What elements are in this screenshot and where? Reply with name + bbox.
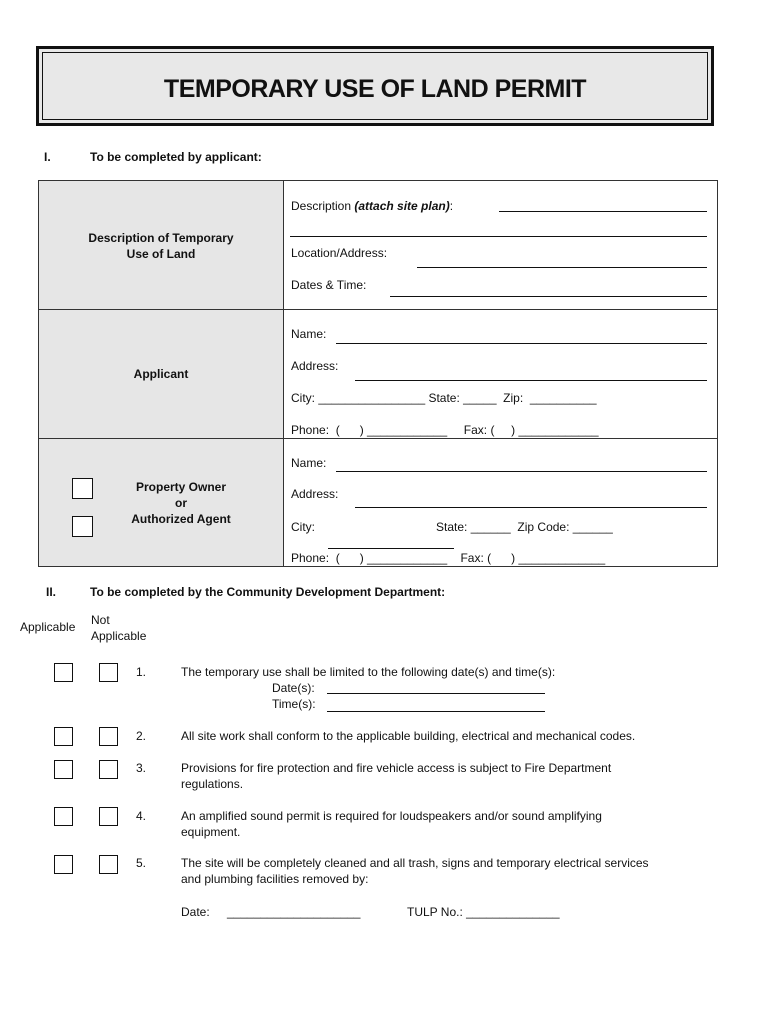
item-1-dates-input-line[interactable] bbox=[327, 693, 545, 694]
applicant-label: Applicant bbox=[133, 367, 189, 381]
item-1-text: The temporary use shall be limited to the following date(s) and time(s): bbox=[181, 665, 556, 679]
description-field-label: Description (attach site plan): bbox=[291, 199, 454, 213]
item-2-applicable-checkbox[interactable] bbox=[54, 727, 73, 746]
item-1-number: 1. bbox=[136, 665, 147, 679]
owner-label-cell bbox=[39, 439, 284, 566]
description-label-cell bbox=[39, 181, 284, 309]
section-2-title: To be completed by the Community Development Department: bbox=[90, 585, 446, 599]
item-1-not-applicable-checkbox[interactable] bbox=[99, 663, 118, 682]
item-5-applicable-checkbox[interactable] bbox=[54, 855, 73, 874]
item-1-dates-label: Date(s): bbox=[272, 681, 315, 695]
owner-name-input-line[interactable] bbox=[336, 471, 707, 472]
item-3-number: 3. bbox=[136, 761, 147, 775]
item-3-text-line1: Provisions for fire protection and fire vehicle access is subject to Fire Department bbox=[181, 761, 612, 775]
or-label: or bbox=[175, 496, 187, 510]
item-4-not-applicable-checkbox[interactable] bbox=[99, 807, 118, 826]
description-row bbox=[39, 181, 717, 310]
owner-name-label: Name: bbox=[291, 456, 327, 470]
section-2-number: II. bbox=[46, 585, 57, 599]
section-1-title: To be completed by applicant: bbox=[90, 150, 262, 164]
owner-city-input-line[interactable] bbox=[328, 548, 454, 549]
item-5-text-line2: and plumbing facilities removed by: bbox=[181, 872, 369, 886]
attach-site-plan-note: (attach site plan) bbox=[354, 199, 450, 213]
location-label: Location/Address: bbox=[291, 246, 388, 260]
description-label-line2: Use of Land bbox=[126, 247, 196, 261]
item-5-text-line1: The site will be completely cleaned and all trash, signs and temporary electrical services bbox=[181, 856, 649, 870]
applicant-row bbox=[39, 310, 717, 439]
dates-time-label: Dates & Time: bbox=[291, 278, 367, 292]
item-2-number: 2. bbox=[136, 729, 147, 743]
page-title: TEMPORARY USE OF LAND PERMIT bbox=[163, 75, 587, 103]
item-5-date-label: Date: bbox=[181, 905, 210, 919]
dates-time-input-line[interactable] bbox=[390, 296, 707, 297]
not-applicable-header-line2: Applicable bbox=[91, 629, 147, 643]
owner-address-label: Address: bbox=[291, 487, 339, 501]
owner-phone-fax[interactable]: Phone: ( ) ____________ Fax: ( ) _____________ bbox=[291, 551, 606, 565]
applicant-name-label: Name: bbox=[291, 327, 327, 341]
item-1-times-label: Time(s): bbox=[272, 697, 316, 711]
item-5-number: 5. bbox=[136, 856, 147, 870]
applicable-column-header: Applicable bbox=[20, 620, 76, 634]
item-4-number: 4. bbox=[136, 809, 147, 823]
description-label-line1: Description of Temporary bbox=[88, 231, 234, 245]
item-2-not-applicable-checkbox[interactable] bbox=[99, 727, 118, 746]
not-applicable-header-line1: Not bbox=[91, 613, 110, 627]
item-4-text-line1: An amplified sound permit is required for loudspeakers and/or sound amplifying bbox=[181, 809, 602, 823]
title-box bbox=[36, 46, 714, 126]
item-3-text-line2: regulations. bbox=[181, 777, 244, 791]
owner-address-input-line[interactable] bbox=[355, 507, 707, 508]
item-5-not-applicable-checkbox[interactable] bbox=[99, 855, 118, 874]
description-input-line-2[interactable] bbox=[290, 236, 707, 237]
item-3-applicable-checkbox[interactable] bbox=[54, 760, 73, 779]
applicant-city-state-zip[interactable]: City: ________________ State: _____ Zip: __________ bbox=[291, 391, 597, 405]
item-4-text-line2: equipment. bbox=[181, 825, 241, 839]
authorized-agent-label: Authorized Agent bbox=[131, 512, 231, 526]
item-5-date-blank[interactable]: ____________________ bbox=[227, 905, 361, 919]
tulp-number-field[interactable]: TULP No.: ______________ bbox=[407, 905, 560, 919]
item-3-not-applicable-checkbox[interactable] bbox=[99, 760, 118, 779]
item-4-applicable-checkbox[interactable] bbox=[54, 807, 73, 826]
description-input-line-1[interactable] bbox=[499, 211, 707, 212]
item-2-text: All site work shall conform to the applicable building, electrical and mechanical codes. bbox=[181, 729, 636, 743]
section-1-number: I. bbox=[44, 150, 51, 164]
applicant-label-cell bbox=[39, 310, 284, 438]
item-1-applicable-checkbox[interactable] bbox=[54, 663, 73, 682]
item-1-times-input-line[interactable] bbox=[327, 711, 545, 712]
location-input-line[interactable] bbox=[417, 267, 707, 268]
property-owner-label: Property Owner bbox=[135, 480, 227, 494]
owner-row bbox=[39, 439, 717, 566]
owner-state-zip[interactable]: State: ______ Zip Code: ______ bbox=[436, 520, 613, 534]
applicant-name-input-line[interactable] bbox=[336, 343, 707, 344]
owner-city-label: City: bbox=[291, 520, 315, 534]
applicant-address-input-line[interactable] bbox=[355, 380, 707, 381]
applicant-address-label: Address: bbox=[291, 359, 339, 373]
applicant-phone-fax[interactable]: Phone: ( ) ____________ Fax: ( ) ____________ bbox=[291, 423, 599, 437]
applicant-table bbox=[38, 180, 718, 567]
